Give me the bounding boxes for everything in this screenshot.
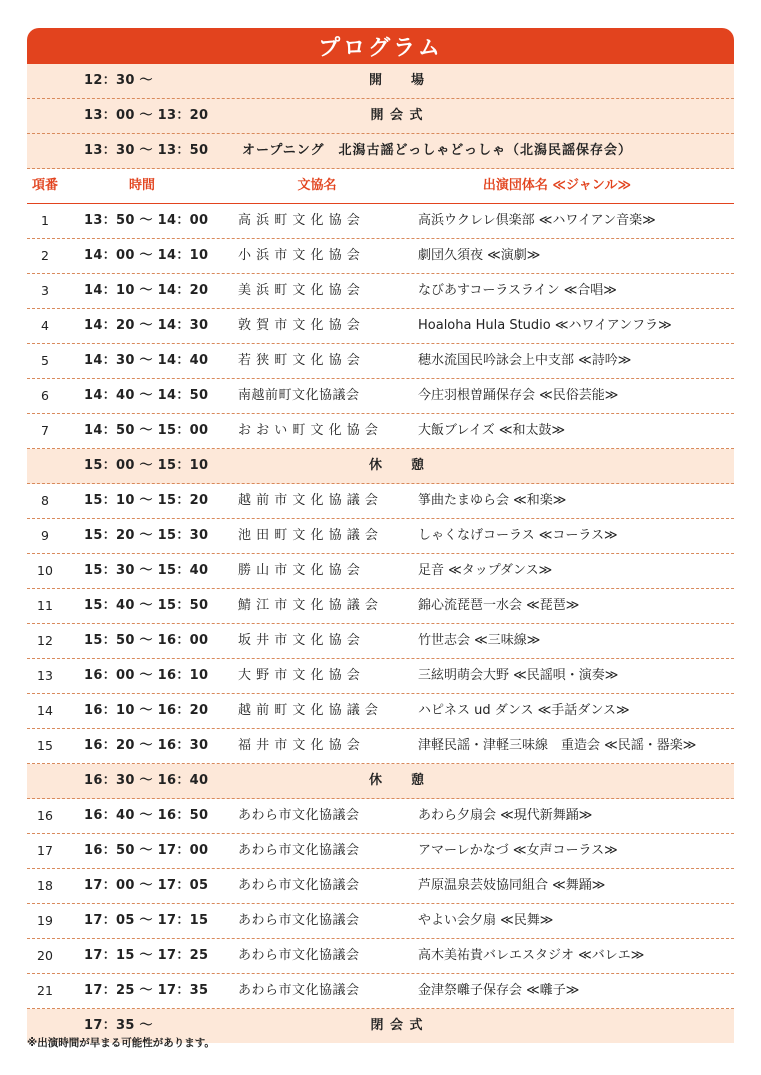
header-assoc: 文協名 [297,178,337,193]
row-time: 15：50 〜 16：00 [84,633,209,648]
row-label: 休 憩 [368,458,425,473]
row-performer: 錦心流琵琶一水会 ≪琵琶≫ [418,598,580,613]
row-performer: なびあすコーラスライン ≪合唱≫ [418,283,617,298]
table-row [27,694,734,729]
row-association: 小 浜 市 文 化 協 会 [238,248,361,263]
row-association: 越 前 町 文 化 協 議 会 [238,703,379,718]
table-row [27,939,734,974]
row-time: 14：50 〜 15：00 [84,423,209,438]
row-association: お お い 町 文 化 協 会 [238,423,379,438]
header-time: 時間 [128,178,155,193]
row-number: 10 [37,563,53,578]
footnote: ※出演時間が早まる可能性があります。 [27,1037,215,1049]
row-number: 4 [41,318,49,333]
row-number: 17 [37,843,53,858]
row-number: 14 [37,703,53,718]
row-performer: 大飯ブレイズ ≪和太鼓≫ [418,423,566,438]
row-performer: 劇団久須夜 ≪演劇≫ [418,248,541,263]
table-row [27,484,734,519]
row-number: 5 [41,353,49,368]
row-association: 勝 山 市 文 化 協 会 [238,563,361,578]
table-row [27,869,734,904]
row-number: 13 [37,668,53,683]
row-performer: Hoaloha Hula Studio ≪ハワイアンフラ≫ [418,318,672,333]
row-performer: 足音 ≪タップダンス≫ [418,563,553,578]
row-association: 池 田 町 文 化 協 議 会 [238,528,379,543]
row-association: 大 野 市 文 化 協 会 [238,668,361,683]
table-row [27,379,734,414]
program-title: プログラム [27,28,734,64]
row-performer: 三絃明萌会大野 ≪民謡唄・演奏≫ [418,668,619,683]
row-label: 閉 会 式 [370,1018,424,1033]
row-performer: 竹世志会 ≪三味線≫ [418,633,541,648]
row-performer: やよい会夕扇 ≪民舞≫ [418,913,554,928]
row-time: 16：40 〜 16：50 [84,808,209,823]
table-row [27,974,734,1009]
row-association: 美 浜 町 文 化 協 会 [238,283,361,298]
row-association: あわら市文化協議会 [238,913,360,928]
row-association: あわら市文化協議会 [238,948,360,963]
row-time: 16：20 〜 16：30 [84,738,209,753]
row-number: 18 [37,878,53,893]
row-performer: 今庄羽根曽踊保存会 ≪民俗芸能≫ [418,388,619,403]
row-number: 2 [41,248,49,263]
row-time: 17：15 〜 17：25 [84,948,209,963]
row-number: 15 [37,738,53,753]
row-number: 11 [37,598,53,613]
program-group-c [27,799,734,1009]
table-row [27,799,734,834]
row-label: 休 憩 [368,773,425,788]
row-association: 坂 井 市 文 化 協 会 [238,633,361,648]
row-time: 17：05 〜 17：15 [84,913,209,928]
row-number: 1 [41,213,49,228]
row-time: 14：40 〜 14：50 [84,388,209,403]
row-number: 7 [41,423,49,438]
row-association: 福 井 市 文 化 協 会 [238,738,361,753]
row-time: 17：35 〜 [84,1018,153,1033]
row-time: 15：10 〜 15：20 [84,493,209,508]
row-time: 14：30 〜 14：40 [84,353,209,368]
row-performer: 箏曲たまゆら会 ≪和楽≫ [418,493,567,508]
program-group-a [27,204,734,449]
table-row [27,659,734,694]
row-association: あわら市文化協議会 [238,843,360,858]
row-time: 14：10 〜 14：20 [84,283,209,298]
row-time: 14：20 〜 14：30 [84,318,209,333]
row-association: あわら市文化協議会 [238,983,360,998]
table-header [27,169,734,204]
opening-performance-row [27,134,734,169]
row-time: 16：30 〜 16：40 [84,773,209,788]
row-time: 15：00 〜 15：10 [84,458,209,473]
row-performer: 高木美祐貴バレエスタジオ ≪バレエ≫ [418,948,645,963]
row-performer: 金津祭囃子保存会 ≪囃子≫ [418,983,580,998]
header-performer: 出演団体名 ≪ジャンル≫ [482,178,632,193]
row-label: 開 場 [368,73,425,88]
header-no: 項番 [31,178,58,193]
table-row [27,624,734,659]
row-time: 13：00 〜 13：20 [84,108,209,123]
row-association: 鯖 江 市 文 化 協 議 会 [238,598,379,613]
row-time: 17：00 〜 17：05 [84,878,209,893]
row-time: 15：20 〜 15：30 [84,528,209,543]
table-row [27,344,734,379]
row-performer: 津軽民謡・津軽三味線 重造会 ≪民謡・器楽≫ [418,738,697,753]
row-time: 14：00 〜 14：10 [84,248,209,263]
table-row [27,519,734,554]
row-performer: 芦原温泉芸妓協同組合 ≪舞踊≫ [418,878,606,893]
table-row [27,274,734,309]
table-row [27,729,734,764]
opening-row [27,64,734,99]
table-row [27,204,734,239]
table-row [27,309,734,344]
row-time: 16：50 〜 17：00 [84,843,209,858]
program-group-b [27,484,734,764]
row-performer: 穂水流国民吟詠会上中支部 ≪詩吟≫ [418,353,632,368]
row-number: 8 [41,493,49,508]
row-time: 13：30 〜 13：50 [84,143,209,158]
row-time: 13：50 〜 14：00 [84,213,209,228]
row-time: 17：25 〜 17：35 [84,983,209,998]
row-time: 15：30 〜 15：40 [84,563,209,578]
row-number: 6 [41,388,49,403]
table-row [27,554,734,589]
row-association: あわら市文化協議会 [238,878,360,893]
row-number: 21 [37,983,53,998]
row-number: 20 [37,948,53,963]
row-association: あわら市文化協議会 [238,808,360,823]
opening-ceremony-row [27,99,734,134]
row-performer: 高浜ウクレレ倶楽部 ≪ハワイアン音楽≫ [418,213,656,228]
row-number: 19 [37,913,53,928]
break-row [27,764,734,799]
program-table [27,28,734,1043]
row-association: 越 前 市 文 化 協 議 会 [238,493,379,508]
row-time: 15：40 〜 15：50 [84,598,209,613]
row-time: 12：30 〜 [84,73,153,88]
table-row [27,904,734,939]
row-number: 12 [37,633,53,648]
row-association: 若 狭 町 文 化 協 会 [238,353,361,368]
row-association: 高 浜 町 文 化 協 会 [238,213,361,228]
row-performer: しゃくなげコーラス ≪コーラス≫ [418,528,618,543]
row-performer: アマーレかなづ ≪女声コーラス≫ [418,843,618,858]
row-label: 開 会 式 [370,108,424,123]
table-row [27,414,734,449]
table-row [27,239,734,274]
row-association: 敦 賀 市 文 化 協 会 [238,318,361,333]
row-time: 16：00 〜 16：10 [84,668,209,683]
row-performer: あわら夕扇会 ≪現代新舞踊≫ [418,808,593,823]
table-row [27,589,734,624]
row-association: 南越前町文化協議会 [238,388,360,403]
row-number: 9 [41,528,49,543]
row-label: オープニング 北潟古謡どっしゃどっしゃ（北潟民謡保存会） [242,143,632,158]
row-number: 16 [37,808,53,823]
break-row [27,449,734,484]
table-row [27,834,734,869]
row-time: 16：10 〜 16：20 [84,703,209,718]
row-number: 3 [41,283,49,298]
row-performer: ハピネス ud ダンス ≪手話ダンス≫ [418,703,630,718]
